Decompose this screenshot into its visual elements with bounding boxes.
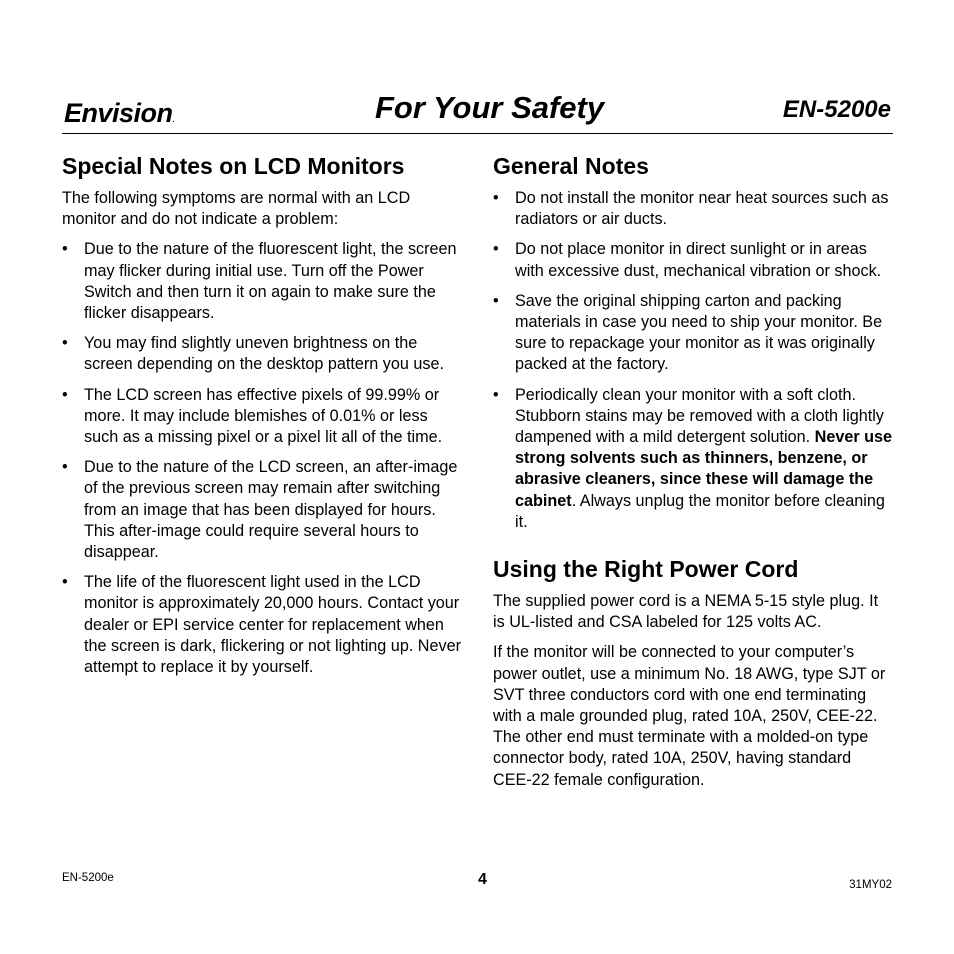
lcd-notes-list [62, 239, 462, 678]
general-notes-list [493, 188, 893, 533]
right-column [493, 153, 893, 800]
lcd-notes-heading: Special Notes on LCD Monitors [62, 153, 405, 179]
logo-text: Envision [64, 98, 173, 128]
bullet-icon: • [493, 189, 499, 207]
power-cord-para-2: If the monitor will be connected to your computer’s power outlet, use a minimum No. 18 AWG, type SJT or SVT three conductors cord with one end terminating with a male grounded plug, rated 10A, 250V, CEE-22. The other end must terminate with a molded-on type connector body, rated 10A, 250V, having standard CEE-22 female configuration. [493, 643, 886, 789]
list-item: • Do not place monitor in direct sunlight or in areas with excessive dust, mechanical vibration or shock. [493, 240, 882, 280]
page-title: For Your Safety [375, 90, 605, 125]
list-item: • You may find slightly uneven brightness on the screen depending on the desktop pattern you use. [62, 334, 444, 374]
list-item: • Do not install the monitor near heat sources such as radiators or air ducts. [493, 189, 889, 229]
page-number: 4 [478, 871, 487, 888]
model-label: EN-5200e [782, 96, 891, 123]
bullet-icon: • [62, 334, 68, 353]
list-item: • Save the original shipping carton and packing materials in case you need to ship your monitor. Be sure to repackage your monitor as it was originally packed at the factory. [493, 291, 883, 374]
bullet-icon: • [493, 385, 499, 404]
power-cord-heading: Using the Right Power Cord [493, 556, 799, 583]
left-column [62, 153, 462, 687]
power-cord-para-1: The supplied power cord is a NEMA 5-15 style plug. It is UL-listed and CSA labeled for 125 volts AC. [493, 592, 879, 632]
bullet-icon: • [62, 458, 68, 477]
list-item: • Due to the nature of the fluorescent light, the screen may flicker during initial use. Turn off the Power Switch and then turn it on again to make sure the flicker disappears. [62, 240, 457, 323]
section-spacer [493, 542, 893, 556]
bullet-icon: • [493, 240, 499, 259]
list-item [493, 385, 893, 533]
footer-date-code: 31MY02 [849, 879, 892, 891]
logo-mark: . [172, 117, 174, 124]
clean-warning-bold: Never use strong solvents such as thinners, benzene, or abrasive cleaners, since these will damage the cabinet [515, 428, 893, 510]
bullet-icon: • [62, 573, 68, 592]
bullet-icon: • [62, 385, 68, 404]
lcd-notes-intro: The following symptoms are normal with an LCD monitor and do not indicate a problem: [62, 189, 411, 229]
bullet-icon: • [62, 240, 68, 259]
page-header [62, 90, 893, 134]
list-item: • The LCD screen has effective pixels of 99.99% or more. It may include blemishes of 0.01% or less such as a missing pixel or a pixel lit all of the time. [62, 385, 443, 447]
clean-text-after: . Always unplug the monitor before cleaning it. [515, 491, 885, 531]
list-item: • Due to the nature of the LCD screen, an after-image of the previous screen may remain after switching from an image that has been displayed for hours. This after-image could require several hours to disappear. [62, 458, 458, 562]
general-notes-heading: General Notes [493, 153, 649, 179]
bullet-icon: • [493, 291, 499, 310]
envision-logo [64, 100, 174, 127]
footer-model: EN-5200e [62, 872, 114, 884]
list-item: • The life of the fluorescent light used in the LCD monitor is approximately 20,000 hours. Contact your dealer or EPI service center for replacement when the screen is dark, flickering or not lighting up. Never attempt to replace it by yourself. [62, 573, 461, 677]
clean-text-before: Periodically clean your monitor with a soft cloth. Stubborn stains may be removed with a cloth lightly dampened with a mild detergent solution. [515, 385, 884, 447]
